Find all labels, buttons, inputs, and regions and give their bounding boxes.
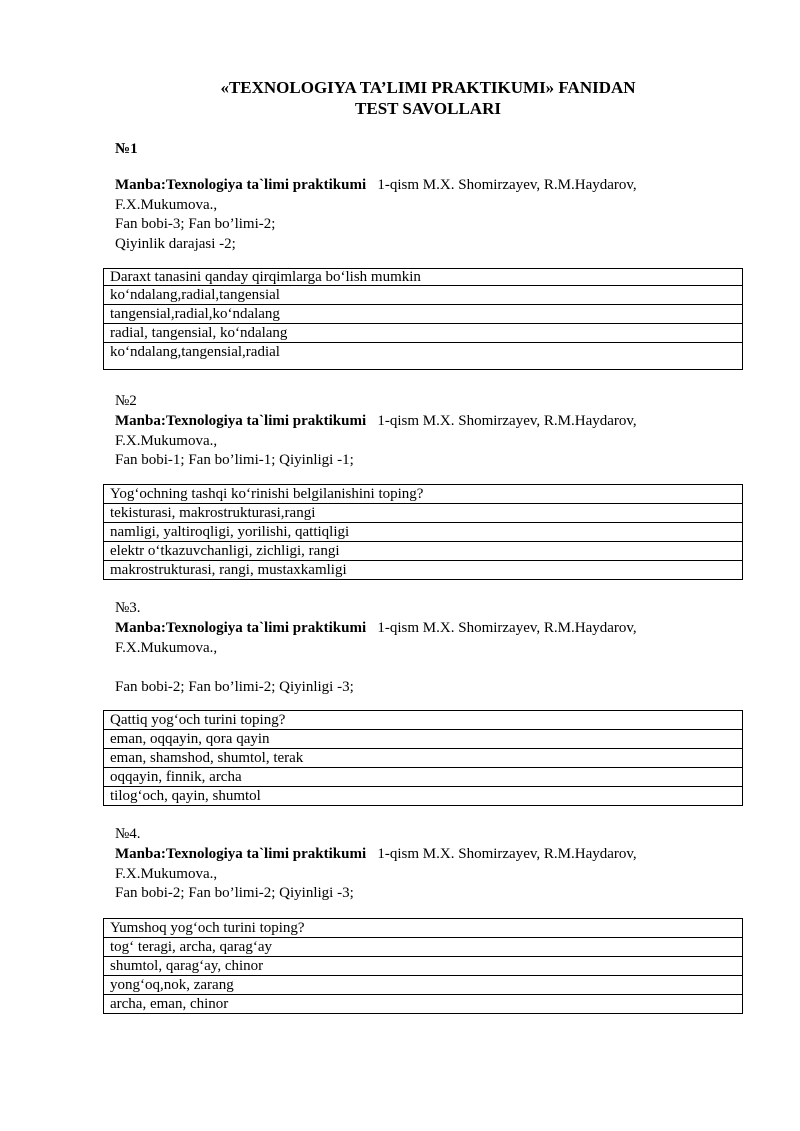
answer-option: ko‘ndalang,tangensial,radial — [104, 343, 743, 370]
answer-option: tangensial,radial,ko‘ndalang — [104, 305, 743, 324]
question-text: Qattiq yog‘och turini toping? — [104, 711, 743, 730]
question-text: Yumshoq yog‘och turini toping? — [104, 919, 743, 938]
answer-option: namligi, yaltiroqligi, yorilishi, qattiqligi — [104, 523, 743, 542]
source-authors: 1-qism M.X. Shomirzayev, R.M.Haydarov, — [377, 177, 637, 193]
answer-option: eman, oqqayin, qora qayin — [104, 730, 743, 749]
answer-option: tilog‘och, qayin, shumtol — [104, 787, 743, 806]
source-authors-cont: F.X.Mukumova., — [115, 432, 218, 449]
question-text: Yog‘ochning tashqi ko‘rinishi belgilanishini toping? — [104, 485, 743, 504]
question-text: Daraxt tanasini qanday qirqimlarga bo‘lish mumkin — [104, 269, 743, 286]
question-number: №3. — [115, 600, 141, 616]
question-table — [103, 484, 743, 580]
source-title: Manba:Texnologiya ta`limi praktikumi — [115, 413, 367, 429]
question-meta: Fan bobi-1; Fan bo’limi-1; Qiyinligi -1; — [115, 452, 354, 468]
question-meta: Fan bobi-3; Fan bo’limi-2; — [115, 216, 276, 232]
question-meta: Fan bobi-2; Fan bo’limi-2; Qiyinligi -3; — [115, 885, 354, 901]
answer-option: ko‘ndalang,radial,tangensial — [104, 286, 743, 305]
document-title — [0, 77, 800, 119]
answer-option: elektr o‘tkazuvchanligi, zichligi, rangi — [104, 542, 743, 561]
question-source — [115, 619, 637, 698]
question-number: №4. — [115, 826, 141, 842]
question-table — [103, 918, 743, 1014]
question-meta: Fan bobi-2; Fan bo’limi-2; Qiyinligi -3; — [115, 679, 354, 695]
question-source — [115, 845, 637, 904]
title-line-1: «TEXNOLOGIYA TA’LIMI PRAKTIKUMI» FANIDAN — [220, 78, 636, 97]
answer-option: tog‘ teragi, archa, qarag‘ay — [104, 938, 743, 957]
question-number: №1 — [115, 141, 138, 157]
question-table — [103, 268, 743, 370]
answer-option: shumtol, qarag‘ay, chinor — [104, 957, 743, 976]
source-authors: 1-qism M.X. Shomirzayev, R.M.Haydarov, — [377, 846, 637, 862]
source-authors-cont: F.X.Mukumova., — [115, 865, 218, 882]
answer-option: tekisturasi, makrostrukturasi,rangi — [104, 504, 743, 523]
source-title: Manba:Texnologiya ta`limi praktikumi — [115, 177, 367, 193]
question-source — [115, 412, 637, 471]
answer-option: yong‘oq,nok, zarang — [104, 976, 743, 995]
source-authors-cont: F.X.Mukumova., — [115, 196, 218, 213]
answer-option: eman, shamshod, shumtol, terak — [104, 749, 743, 768]
source-title: Manba:Texnologiya ta`limi praktikumi — [115, 846, 367, 862]
answer-option: radial, tangensial, ko‘ndalang — [104, 324, 743, 343]
source-authors: 1-qism M.X. Shomirzayev, R.M.Haydarov, — [377, 620, 637, 636]
source-title: Manba:Texnologiya ta`limi praktikumi — [115, 620, 367, 636]
question-difficulty: Qiyinlik darajasi -2; — [115, 235, 236, 252]
question-source — [115, 176, 637, 254]
source-authors: 1-qism M.X. Shomirzayev, R.M.Haydarov, — [377, 413, 637, 429]
answer-option: makrostrukturasi, rangi, mustaxkamligi — [104, 561, 743, 580]
source-authors-cont: F.X.Mukumova., — [115, 639, 218, 656]
answer-option: oqqayin, finnik, archa — [104, 768, 743, 787]
title-line-2: TEST SAVOLLARI — [355, 99, 501, 118]
question-table — [103, 710, 743, 806]
answer-option: archa, eman, chinor — [104, 995, 743, 1014]
question-number: №2 — [115, 393, 137, 409]
